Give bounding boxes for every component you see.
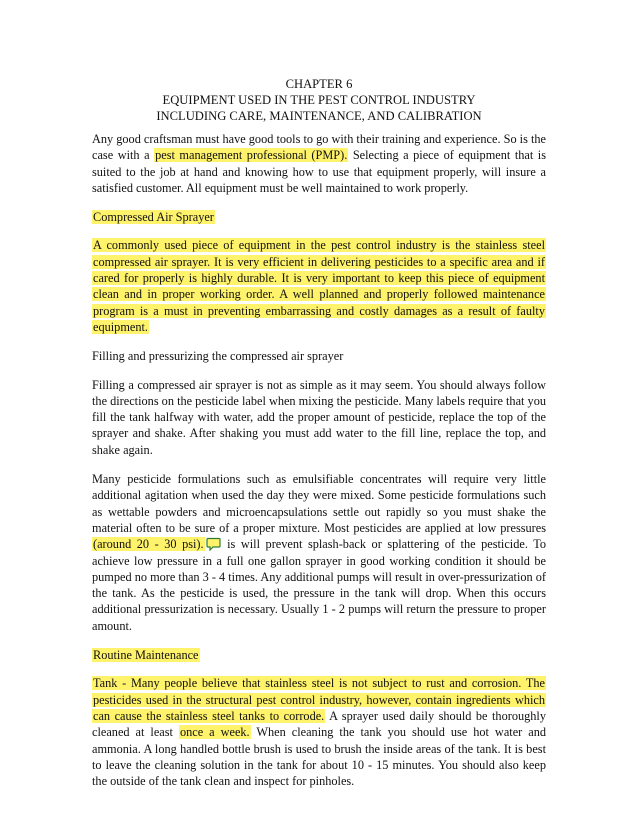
routine-text-mid: A sprayer used daily should be thoroughly cleaned at least <box>92 708 546 740</box>
compressed-air-text: A commonly used piece of equipment in the pest control industry is the stainless steel compressed air sprayer. It is very efficient in delivering pesticides to a specific area and if cared for properly is highly durable. It is very important to keep this piece of equipment clean and in proper working order. A well planned and properly followed maintenance program is a must in preventing embarrassing and costly damages as a result of faulty equipment. <box>93 238 545 334</box>
compressed-air-heading-paragraph <box>92 209 546 225</box>
routine-heading: Routine Maintenance <box>93 648 199 663</box>
intro-text-before: Any good craftsman must have good tools to go with their training and experience. So is the case with a <box>92 132 546 163</box>
filling-paragraph-1: Filling a compressed air sprayer is not as simple as it may seem. You should always follow the directions on the pesticide label when mixing the pesticide. Many labels require that you fill the tank halfway with water, add the proper amount of pesticide, replace the top of the sprayer and shake. After shaking you must add water to the fill line, replace the top, and shake again. <box>92 377 546 457</box>
filling-p2-highlight-psi: (around 20 - 30 psi). <box>93 537 204 552</box>
filling-p2-after: is will prevent splash-back or splattering of the pesticide. To achieve low pressure in a full one gallon sprayer in good working condition it should be pumped no more than 3 - 4 times. Any additional pumps will result in over-pressurization of the tank. As the pesticide is used, the pressure in the tank will drop. When this occurs additional pressurization is necessary. Usually 1 - 2 pumps will return the pressure to proper amount. <box>92 537 547 633</box>
chapter-title-line-1: EQUIPMENT USED IN THE PEST CONTROL INDUSTRY <box>162 93 476 107</box>
comment-icon[interactable] <box>206 537 221 551</box>
filling-heading: Filling and pressurizing the compressed air sprayer <box>92 349 344 364</box>
chapter-title-line-2: INCLUDING CARE, MAINTENANCE, AND CALIBRATION <box>156 109 482 123</box>
intro-highlight-pmp: pest management professional (PMP). <box>155 148 348 163</box>
compressed-air-paragraph <box>92 237 546 335</box>
chapter-heading <box>92 76 546 124</box>
routine-text-after: When cleaning the tank you should use hot water and ammonia. A long handled bottle brush is used to brush the inside areas of the tank. It is best to leave the cleaning solution in the tank for about 10 - 15 minutes. You should also keep the outside of the tank clean and inspect for pinholes. <box>92 725 546 789</box>
filling-p2-before: Many pesticide formulations such as emulsifiable concentrates will require very little additional agitation when used the day they were mixed. Some pesticide formulations such as wettable powders and microencapsulations settle out rapidly so you must shake the material often to be sure of a proper mixture. Most pesticides are applied at low pressures <box>92 472 546 535</box>
intro-paragraph <box>92 131 546 196</box>
filling-paragraph-2 <box>92 471 546 634</box>
routine-heading-paragraph <box>92 647 546 663</box>
routine-highlight-tank: Tank - Many people believe that stainless steel is not subject to rust and corrosion. The pesticides used in the structural pest control industry, however, contain ingredients which can cause the stainless steel tanks to corrode. <box>93 676 545 723</box>
routine-paragraph <box>92 675 546 789</box>
compressed-air-heading: Compressed Air Sprayer <box>93 210 214 225</box>
chapter-number: CHAPTER 6 <box>285 77 353 91</box>
document-body <box>92 131 546 802</box>
routine-highlight-weekly: once a week. <box>179 725 250 740</box>
intro-text-after: Selecting a piece of equipment that is suited to the job at hand and knowing how to use that equipment properly, will insure a satisfied customer. All equipment must be well maintained to work properly. <box>92 148 547 195</box>
